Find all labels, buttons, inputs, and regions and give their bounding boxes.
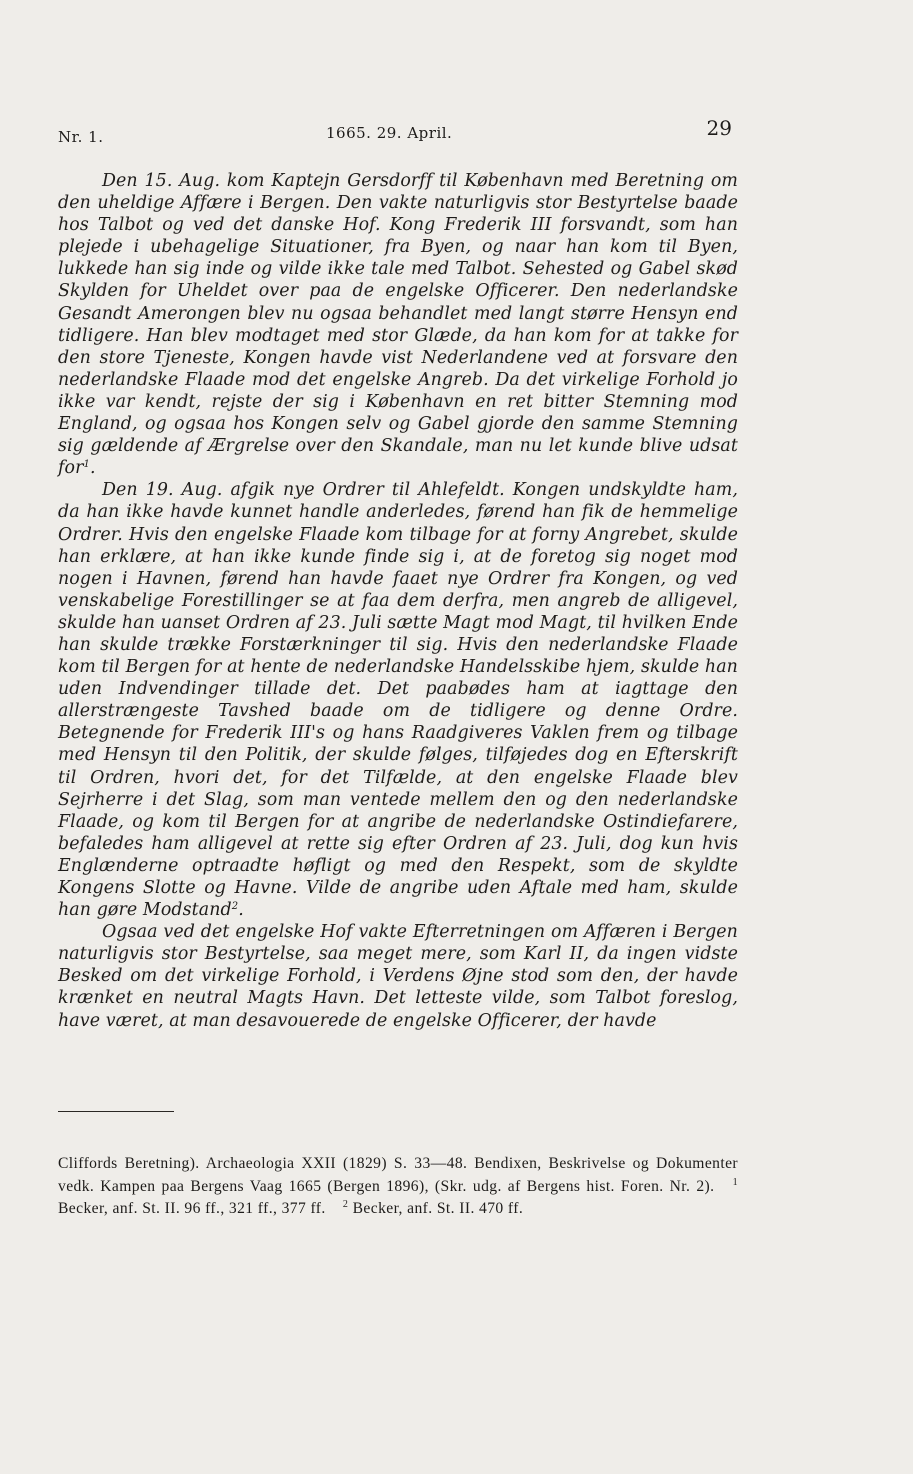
paragraph-end: . [90, 458, 96, 479]
footnote-1: Becker, anf. St. II. 96 ff., 321 ff., 377 ff. [58, 1200, 326, 1217]
paragraph-text: Den 15. Aug. kom Kaptejn Gersdorff til København med Beretning om den uheldige Affære i Bergen. Den vakte naturligvis stor Bestyrtelse baade hos Talbot og ved det danske Hof. Kong Frederik III forsvandt, som han plejede i ubehagelige Situationer, fra Byen, og naar han kom til Byen, lukkede han sig inde og vilde ikke tale med Talbot. Sehested og Gabel skød Skylden for Uheldet over paa de engelske Officerer. Den nederlandske Gesandt Amerongen blev nu ogsaa behandlet med langt større Hensyn end tidligere. Han blev modtaget med stor Glæde, da han kom for at takke for den store Tjeneste, Kongen havde vist Nederlandene ved at forsvare den nederlandske Flaade mod det engelske Angreb. Da det virkelige Forhold jo ikke var kendt, rejste der sig i København en ret bitter Stemning mod England, og ogsaa hos Kongen selv og Gabel gjorde den samme Stemning sig gældende af Ærgrelse over den Skandale, man nu let kunde blive udsat for [58, 171, 738, 479]
paragraph [58, 170, 738, 479]
paragraph [58, 479, 738, 921]
footnote-mark: 2 [342, 1199, 349, 1210]
page-number: 29 [706, 116, 732, 140]
footnote-mark: 1 [732, 1176, 738, 1188]
running-header [58, 116, 732, 146]
paragraph [58, 921, 738, 1031]
footnote-ref: 2 [231, 901, 239, 913]
main-text [58, 170, 738, 1032]
footnote-continuation: Cliffords Beretning). Archaeologia XXII (1829) S. 33—48. Bendixen, Beskrivelse og Dokumenter vedk. Kampen paa Bergens Vaag 1665 (Bergen 1896), (Skr. udg. af Bergens hist. Foren. Nr. 2). [58, 1155, 738, 1195]
paragraph-end: . [238, 900, 244, 921]
footnote-2: Becker, anf. St. II. 470 ff. [352, 1200, 524, 1217]
paragraph-text: Den 19. Aug. afgik nye Ordrer til Ahlefeldt. Kongen undskyldte ham, da han ikke havde kunnet handle anderledes, førend han fik de hemmelige Ordrer. Hvis den engelske Flaade kom tilbage for at forny Angrebet, skulde han erklære, at han ikke kunde finde sig i, at de foretog sig noget mod nogen i Havnen, førend han havde faaet nye Ordrer fra Kongen, og ved venskabelige Forestillinger se at faa dem derfra, men angreb de alligevel, skulde han uanset Ordren af 23. Juli sætte Magt mod Magt, til hvilken Ende han skulde trække Forstærkninger til sig. Hvis den nederlandske Flaade kom til Bergen for at hente de nederlandske Handelsskibe hjem, skulde han uden Indvendinger tillade det. Det paabødes ham at iagttage den allerstrængeste Tavshed baade om de tidligere og denne Ordre. Betegnende for Frederik III's og hans Raadgiveres Vaklen frem og tilbage med Hensyn til den Politik, der skulde følges, tilføjedes dog en Efterskrift til Ordren, hvori det, for det Tilfælde, at den engelske Flaade blev Sejrherre i det Slag, som man ventede mellem den og den nederlandske Flaade, og kom til Bergen for at angribe de nederlandske Ostindiefarere, befaledes ham alligevel at rette sig efter Ordren af 23. Juli, dog kun hvis Englænderne optraadte høfligt og med den Respekt, som de skyldte Kongens Slotte og Havne. Vilde de angribe uden Aftale med ham, skulde han gøre Modstand [58, 480, 738, 921]
paragraph-text: Ogsaa ved det engelske Hof vakte Efterretningen om Affæren i Bergen naturligvis stor Bestyrtelse, saa meget mere, som Karl II, da ingen vidste Besked om det virkelige Forhold, i Verdens Øjne stod som den, der havde krænket en neutral Magts Havn. Det letteste vilde, som Talbot foreslog, have været, at man desavouerede de engelske Officerer, der havde [58, 922, 738, 1031]
footnotes [58, 1153, 738, 1221]
section-number: Nr. 1. [58, 128, 104, 146]
footnote-ref: 1 [83, 459, 90, 471]
header-date: 1665. 29. April. [326, 124, 453, 142]
footnote-divider [58, 1111, 174, 1112]
